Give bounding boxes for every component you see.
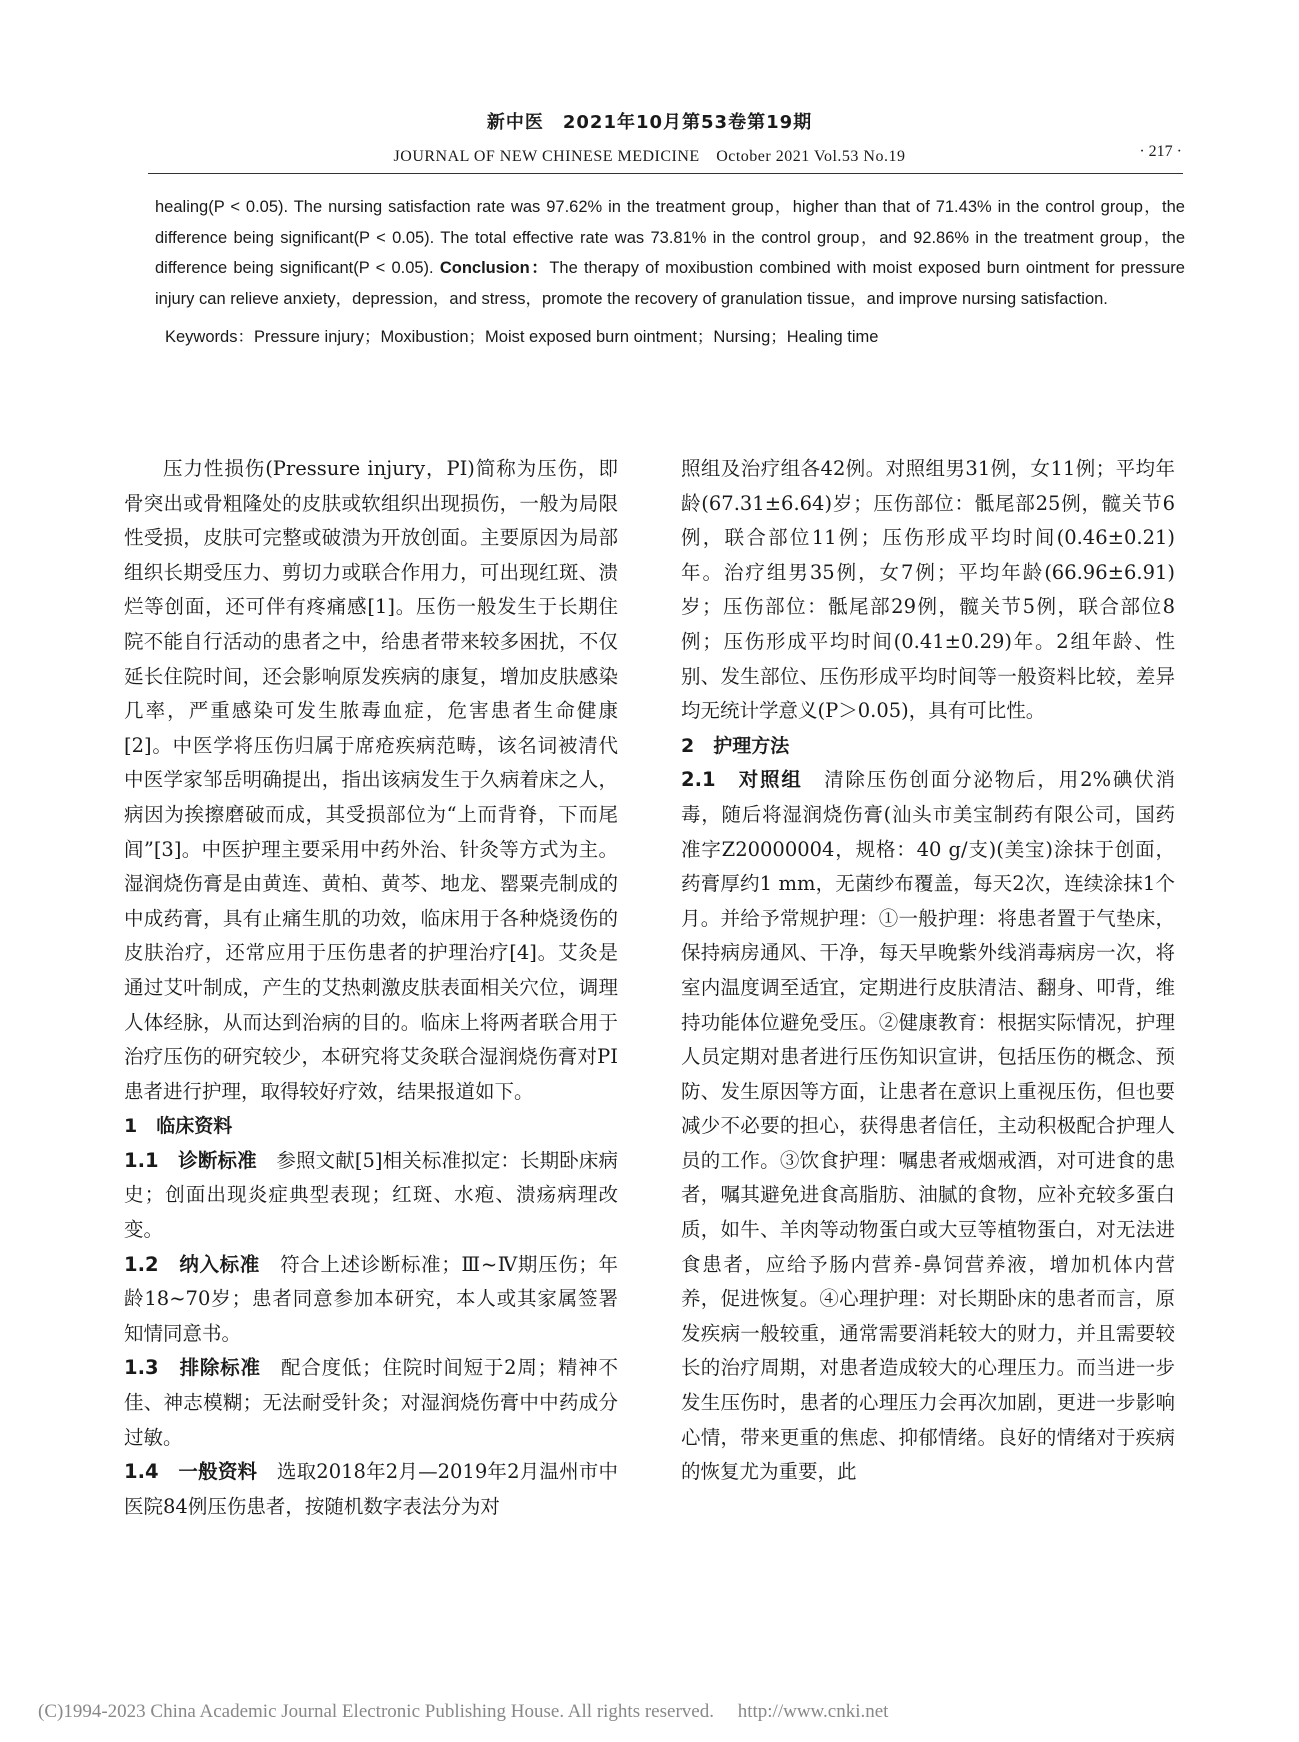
section-1-2 — [124, 1248, 618, 1352]
section-1-heading: 1 临床资料 — [124, 1115, 233, 1138]
keywords — [155, 322, 1185, 353]
section-1-3-label: 1.3 排除标准 — [124, 1356, 261, 1380]
keywords-text: Pressure injury；Moxibustion；Moist exposed burn ointment；Nursing；Healing time — [253, 328, 879, 346]
section-1-1-text: 参照文献[5]相关标准拟定：长期卧床病史；创面出现炎症典型表现；红斑、水疱、溃疡病理改变。 — [124, 1148, 618, 1242]
section-1-1 — [124, 1144, 618, 1248]
keywords-label: Keywords： — [165, 328, 254, 346]
section-1-2-label: 1.2 纳入标准 — [124, 1252, 260, 1276]
general-data-continued: 照组及治疗组各42例。对照组男31例，女11例；平均年龄(67.31±6.64)岁；压伤部位：骶尾部25例，髋关节6例，联合部位11例；压伤形成平均时间(0.46±0.21)年。治疗组男35例，女7例；平均年龄(66.96±6.91)岁；压伤部位：骶尾部29例，髋关节5例，联合部位8例；压伤形成平均时间(0.41±0.29)年。2组年龄、性别、发生部位、压伤形成平均时间等一般资料比较，差异均无统计学意义(P＞0.05)，具有可比性。 — [681, 457, 1176, 723]
section-1-2-text: 符合上述诊断标准；Ⅲ~Ⅳ期压伤；年龄18~70岁；患者同意参加本研究，本人或其家属签署知情同意书。 — [124, 1252, 619, 1345]
section-1-3 — [124, 1351, 618, 1455]
section-2-1-label: 2.1 对照组 — [681, 768, 803, 792]
right-column — [681, 452, 1175, 1490]
section-2-1 — [681, 763, 1175, 1489]
section-1-4 — [124, 1455, 618, 1524]
section-1-4-label: 1.4 一般资料 — [124, 1460, 258, 1484]
copyright-footer: (C)1994-2023 China Academic Journal Electronic Publishing House. All rights reserved. http://www.cnki.net — [38, 1701, 889, 1722]
conclusion-label: Conclusion： — [439, 259, 550, 277]
abstract — [155, 192, 1185, 353]
journal-title-cn: 新中医 2021年10月第53卷第19期 — [486, 112, 813, 133]
section-1-1-label: 1.1 诊断标准 — [124, 1148, 257, 1172]
section-2-1-text: 清除压伤创面分泌物后，用2%碘伏消毒，随后将湿润烧伤膏(汕头市美宝制药有限公司，国药准字Z20000004，规格：40 g/支)(美宝)涂抹于创面，药膏厚约1 mm，无菌纱布覆盖，每天2次，连续涂抹1个月。并给予常规护理：①一般护理：将患者置于气垫床，保持病房通风、干净，每天早晚紫外线消毒病房一次，将室内温度调至适宜，定期进行皮肤清洁、翻身、叩背，维持功能体位避免受压。②健康教育：根据实际情况，护理人员定期对患者进行压伤知识宣讲，包括压伤的概念、预防、发生原因等方面，让患者在意识上重视压伤，但也要减少不必要的担心，获得患者信任，主动积极配合护理人员的工作。③饮食护理：嘱患者戒烟戒酒，对可进食的患者，嘱其避免进食高脂肪、油腻的食物，应补充较多蛋白质，如牛、羊肉等动物蛋白或大豆等植物蛋白，对无法进食患者，应给予肠内营养-鼻饲营养液，增加机体内营养，促进恢复。④心理护理：对长期卧床的患者而言，原发疾病一般较重，通常需要消耗较大的财力，并且需要较长的治疗周期，对患者造成较大的心理压力。而当进一步发生压伤时，患者的心理压力会再次加剧，更进一步影响心情，带来更重的焦虑、抑郁情绪。良好的情绪对于疾病的恢复尤为重要，此 — [681, 768, 1175, 1484]
page-number: · 217 · — [1139, 143, 1182, 160]
journal-title-en: JOURNAL OF NEW CHINESE MEDICINE October 2021 Vol.53 No.19 — [393, 148, 906, 165]
section-1-4-text: 选取2018年2月—2019年2月温州市中医院84例压伤患者，按随机数字表法分为对 — [124, 1460, 618, 1518]
abstract-paragraph — [155, 192, 1185, 314]
intro-paragraph: 压力性损伤(Pressure injury，PI)简称为压伤，即骨突出或骨粗隆处的皮肤或软组织出现损伤，一般为局限性受损，皮肤可完整或破溃为开放创面。主要原因为局部组织长期受压力、剪切力或联合作用力，可出现红斑、溃烂等创面，还可伴有疼痛感[1]。压伤一般发生于长期住院不能自行活动的患者之中，给患者带来较多困扰，不仅延长住院时间，还会影响原发疾病的康复，增加皮肤感染几率，严重感染可发生脓毒血症，危害患者生命健康[2]。中医学将压伤归属于席疮疾病范畴，该名词被清代中医学家邹岳明确提出，指出该病发生于久病着床之人，病因为挨擦磨破而成，其受损部位为“上而背脊，下而尾闾”[3]。中医护理主要采用中药外治、针灸等方式为主。湿润烧伤膏是由黄连、黄柏、黄芩、地龙、罂粟壳制成的中成药膏，具有止痛生肌的功效，临床用于各种烧烫伤的皮肤治疗，还常应用于压伤患者的护理治疗[4]。艾灸是通过艾叶制成，产生的艾热刺激皮肤表面相关穴位，调理人体经脉，从而达到治病的目的。临床上将两者联合用于治疗压伤的研究较少，本研究将艾灸联合湿润烧伤膏对PI患者进行护理，取得较好疗效，结果报道如下。 — [124, 457, 618, 1103]
abstract-text: healing(P < 0.05). The nursing satisfaction rate was 97.62% in the treatment group，higher than that of 71.43% in the control group，the difference being significant(P < 0.05). The total effective rate was 73.81% in the control group，and 92.86% in the treatment group，the difference being significant(P < 0.05). — [155, 198, 1185, 277]
left-column — [124, 452, 618, 1524]
header-rule — [148, 173, 1183, 174]
conclusion-text: The therapy of moxibustion combined with moist exposed burn ointment for pressure injury can relieve anxiety，depression，and stress，promote the recovery of granulation tissue，and improve nursing satisfaction. — [155, 259, 1185, 308]
section-2-heading: 2 护理方法 — [681, 734, 790, 757]
section-1-3-text: 配合度低；住院时间短于2周；精神不佳、神志模糊；无法耐受针灸；对湿润烧伤膏中中药成分过敏。 — [124, 1356, 618, 1449]
